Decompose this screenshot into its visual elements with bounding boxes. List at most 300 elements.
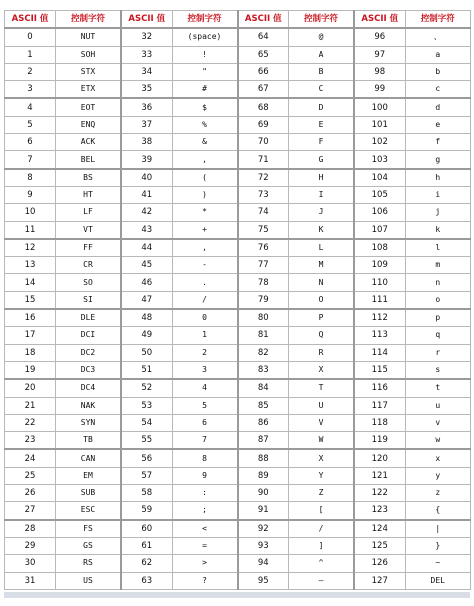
control-char-cell: Z: [289, 485, 355, 502]
ascii-value-cell: 104: [354, 169, 405, 187]
ascii-value-cell: 21: [5, 397, 56, 414]
ascii-value-cell: 69: [238, 116, 289, 133]
control-char-cell: X: [289, 361, 355, 379]
ascii-value-cell: 14: [5, 274, 56, 291]
ascii-value-cell: 122: [354, 485, 405, 502]
ascii-value-cell: 15: [5, 291, 56, 309]
ascii-value-cell: 46: [121, 274, 172, 291]
ascii-value-cell: 53: [121, 397, 172, 414]
header-control-char: 控制字符: [56, 11, 122, 29]
control-char-cell: US: [56, 572, 122, 589]
ascii-value-cell: 118: [354, 414, 405, 431]
ascii-value-cell: 74: [238, 204, 289, 221]
control-char-cell: L: [289, 239, 355, 257]
ascii-value-cell: 117: [354, 397, 405, 414]
header-ascii-value: ASCII 值: [354, 11, 405, 29]
header-ascii-value: ASCII 值: [238, 11, 289, 29]
ascii-value-cell: 37: [121, 116, 172, 133]
ascii-value-cell: 2: [5, 63, 56, 80]
control-char-cell: ;: [172, 502, 238, 520]
ascii-value-cell: 52: [121, 379, 172, 397]
ascii-value-cell: 64: [238, 28, 289, 46]
ascii-value-cell: 95: [238, 572, 289, 589]
ascii-value-cell: 54: [121, 414, 172, 431]
ascii-value-cell: 47: [121, 291, 172, 309]
control-char-cell: l: [405, 239, 471, 257]
control-char-cell: 2: [172, 344, 238, 361]
ascii-value-cell: 87: [238, 432, 289, 450]
control-char-cell: z: [405, 485, 471, 502]
table-row: [5, 414, 471, 431]
ascii-value-cell: 88: [238, 449, 289, 467]
ascii-value-cell: 3: [5, 81, 56, 99]
ascii-value-cell: 16: [5, 309, 56, 327]
control-char-cell: ^: [289, 555, 355, 572]
table-row: [5, 502, 471, 520]
control-char-cell: W: [289, 432, 355, 450]
control-char-cell: Q: [289, 327, 355, 344]
ascii-value-cell: 115: [354, 361, 405, 379]
control-char-cell: HT: [56, 186, 122, 203]
ascii-value-cell: 93: [238, 537, 289, 554]
ascii-value-cell: 124: [354, 520, 405, 538]
control-char-cell: SOH: [56, 46, 122, 63]
control-char-cell: 4: [172, 379, 238, 397]
ascii-value-cell: 48: [121, 309, 172, 327]
ascii-value-cell: 10: [5, 204, 56, 221]
control-char-cell: x: [405, 449, 471, 467]
ascii-value-cell: 22: [5, 414, 56, 431]
table-row: [5, 449, 471, 467]
control-char-cell: +: [172, 221, 238, 239]
ascii-value-cell: 119: [354, 432, 405, 450]
control-char-cell: (: [172, 169, 238, 187]
table-row: [5, 46, 471, 63]
ascii-value-cell: 101: [354, 116, 405, 133]
ascii-value-cell: 30: [5, 555, 56, 572]
control-char-cell: p: [405, 309, 471, 327]
ascii-value-cell: 35: [121, 81, 172, 99]
ascii-value-cell: 103: [354, 151, 405, 169]
ascii-value-cell: 68: [238, 98, 289, 116]
ascii-value-cell: 55: [121, 432, 172, 450]
table-row: [5, 239, 471, 257]
table-row: [5, 186, 471, 203]
control-char-cell: ": [172, 63, 238, 80]
ascii-value-cell: 110: [354, 274, 405, 291]
ascii-value-cell: 67: [238, 81, 289, 99]
ascii-value-cell: 114: [354, 344, 405, 361]
control-char-cell: C: [289, 81, 355, 99]
ascii-value-cell: 28: [5, 520, 56, 538]
control-char-cell: s: [405, 361, 471, 379]
control-char-cell: 、: [405, 28, 471, 46]
ascii-value-cell: 31: [5, 572, 56, 589]
ascii-value-cell: 112: [354, 309, 405, 327]
control-char-cell: RS: [56, 555, 122, 572]
control-char-cell: —: [289, 572, 355, 589]
control-char-cell: ACK: [56, 134, 122, 151]
table-row: [5, 361, 471, 379]
ascii-table: [4, 10, 471, 590]
control-char-cell: DC3: [56, 361, 122, 379]
ascii-value-cell: 51: [121, 361, 172, 379]
control-char-cell: m: [405, 257, 471, 274]
ascii-value-cell: 78: [238, 274, 289, 291]
ascii-value-cell: 98: [354, 63, 405, 80]
ascii-value-cell: 127: [354, 572, 405, 589]
ascii-value-cell: 121: [354, 467, 405, 484]
control-char-cell: T: [289, 379, 355, 397]
control-char-cell: G: [289, 151, 355, 169]
control-char-cell: q: [405, 327, 471, 344]
control-char-cell: DEL: [405, 572, 471, 589]
control-char-cell: $: [172, 98, 238, 116]
control-char-cell: ESC: [56, 502, 122, 520]
ascii-value-cell: 71: [238, 151, 289, 169]
control-char-cell: I: [289, 186, 355, 203]
control-char-cell: j: [405, 204, 471, 221]
control-char-cell: [: [289, 502, 355, 520]
control-char-cell: ETX: [56, 81, 122, 99]
ascii-value-cell: 32: [121, 28, 172, 46]
ascii-value-cell: 45: [121, 257, 172, 274]
ascii-value-cell: 50: [121, 344, 172, 361]
ascii-value-cell: 120: [354, 449, 405, 467]
ascii-value-cell: 12: [5, 239, 56, 257]
control-char-cell: !: [172, 46, 238, 63]
header-control-char: 控制字符: [289, 11, 355, 29]
table-row: [5, 28, 471, 46]
control-char-cell: ): [172, 186, 238, 203]
ascii-value-cell: 7: [5, 151, 56, 169]
table-row: [5, 116, 471, 133]
table-row: [5, 572, 471, 589]
control-char-cell: /: [172, 291, 238, 309]
ascii-table-container: [4, 10, 470, 590]
ascii-value-cell: 105: [354, 186, 405, 203]
ascii-value-cell: 106: [354, 204, 405, 221]
ascii-value-cell: 125: [354, 537, 405, 554]
ascii-value-cell: 72: [238, 169, 289, 187]
control-char-cell: ~: [405, 555, 471, 572]
control-char-cell: R: [289, 344, 355, 361]
control-char-cell: B: [289, 63, 355, 80]
ascii-value-cell: 90: [238, 485, 289, 502]
header-row: [5, 11, 471, 29]
ascii-value-cell: 26: [5, 485, 56, 502]
control-char-cell: ,: [172, 239, 238, 257]
ascii-value-cell: 59: [121, 502, 172, 520]
ascii-value-cell: 82: [238, 344, 289, 361]
control-char-cell: DLE: [56, 309, 122, 327]
ascii-value-cell: 8: [5, 169, 56, 187]
ascii-value-cell: 57: [121, 467, 172, 484]
table-row: [5, 98, 471, 116]
ascii-value-cell: 75: [238, 221, 289, 239]
ascii-value-cell: 43: [121, 221, 172, 239]
control-char-cell: J: [289, 204, 355, 221]
control-char-cell: D: [289, 98, 355, 116]
control-char-cell: NUT: [56, 28, 122, 46]
table-row: [5, 221, 471, 239]
control-char-cell: =: [172, 537, 238, 554]
ascii-value-cell: 89: [238, 467, 289, 484]
table-row: [5, 151, 471, 169]
control-char-cell: b: [405, 63, 471, 80]
control-char-cell: %: [172, 116, 238, 133]
ascii-value-cell: 73: [238, 186, 289, 203]
control-char-cell: ENQ: [56, 116, 122, 133]
ascii-value-cell: 70: [238, 134, 289, 151]
control-char-cell: 6: [172, 414, 238, 431]
ascii-value-cell: 0: [5, 28, 56, 46]
control-char-cell: TB: [56, 432, 122, 450]
control-char-cell: 0: [172, 309, 238, 327]
control-char-cell: SI: [56, 291, 122, 309]
control-char-cell: FS: [56, 520, 122, 538]
control-char-cell: /: [289, 520, 355, 538]
ascii-value-cell: 9: [5, 186, 56, 203]
control-char-cell: X: [289, 449, 355, 467]
control-char-cell: E: [289, 116, 355, 133]
ascii-value-cell: 65: [238, 46, 289, 63]
ascii-value-cell: 23: [5, 432, 56, 450]
control-char-cell: BS: [56, 169, 122, 187]
ascii-value-cell: 83: [238, 361, 289, 379]
ascii-value-cell: 5: [5, 116, 56, 133]
control-char-cell: H: [289, 169, 355, 187]
table-row: [5, 169, 471, 187]
table-row: [5, 81, 471, 99]
ascii-value-cell: 13: [5, 257, 56, 274]
control-char-cell: <: [172, 520, 238, 538]
table-row: [5, 537, 471, 554]
control-char-cell: k: [405, 221, 471, 239]
control-char-cell: i: [405, 186, 471, 203]
ascii-value-cell: 61: [121, 537, 172, 554]
header-ascii-value: ASCII 值: [5, 11, 56, 29]
ascii-value-cell: 29: [5, 537, 56, 554]
ascii-value-cell: 17: [5, 327, 56, 344]
control-char-cell: ?: [172, 572, 238, 589]
ascii-value-cell: 38: [121, 134, 172, 151]
header-ascii-value: ASCII 值: [121, 11, 172, 29]
control-char-cell: STX: [56, 63, 122, 80]
control-char-cell: SUB: [56, 485, 122, 502]
control-char-cell: BEL: [56, 151, 122, 169]
control-char-cell: M: [289, 257, 355, 274]
control-char-cell: v: [405, 414, 471, 431]
control-char-cell: EOT: [56, 98, 122, 116]
control-char-cell: *: [172, 204, 238, 221]
control-char-cell: DC2: [56, 344, 122, 361]
control-char-cell: >: [172, 555, 238, 572]
table-row: [5, 485, 471, 502]
control-char-cell: CAN: [56, 449, 122, 467]
control-char-cell: SYN: [56, 414, 122, 431]
control-char-cell: 8: [172, 449, 238, 467]
control-char-cell: t: [405, 379, 471, 397]
ascii-value-cell: 80: [238, 309, 289, 327]
header-control-char: 控制字符: [172, 11, 238, 29]
control-char-cell: 3: [172, 361, 238, 379]
ascii-value-cell: 111: [354, 291, 405, 309]
control-char-cell: y: [405, 467, 471, 484]
control-char-cell: 1: [172, 327, 238, 344]
control-char-cell: :: [172, 485, 238, 502]
ascii-value-cell: 116: [354, 379, 405, 397]
ascii-value-cell: 33: [121, 46, 172, 63]
ascii-value-cell: 102: [354, 134, 405, 151]
control-char-cell: f: [405, 134, 471, 151]
ascii-value-cell: 66: [238, 63, 289, 80]
table-row: [5, 379, 471, 397]
control-char-cell: .: [172, 274, 238, 291]
control-char-cell: n: [405, 274, 471, 291]
control-char-cell: SO: [56, 274, 122, 291]
ascii-value-cell: 1: [5, 46, 56, 63]
control-char-cell: @: [289, 28, 355, 46]
control-char-cell: GS: [56, 537, 122, 554]
control-char-cell: VT: [56, 221, 122, 239]
ascii-value-cell: 92: [238, 520, 289, 538]
control-char-cell: NAK: [56, 397, 122, 414]
table-row: [5, 520, 471, 538]
ascii-value-cell: 44: [121, 239, 172, 257]
control-char-cell: }: [405, 537, 471, 554]
control-char-cell: U: [289, 397, 355, 414]
ascii-value-cell: 36: [121, 98, 172, 116]
ascii-value-cell: 107: [354, 221, 405, 239]
control-char-cell: 5: [172, 397, 238, 414]
control-char-cell: DC4: [56, 379, 122, 397]
control-char-cell: (space): [172, 28, 238, 46]
ascii-value-cell: 24: [5, 449, 56, 467]
control-char-cell: N: [289, 274, 355, 291]
control-char-cell: o: [405, 291, 471, 309]
ascii-value-cell: 81: [238, 327, 289, 344]
ascii-value-cell: 109: [354, 257, 405, 274]
ascii-value-cell: 6: [5, 134, 56, 151]
control-char-cell: FF: [56, 239, 122, 257]
control-char-cell: &: [172, 134, 238, 151]
bottom-bar: [4, 592, 470, 598]
control-char-cell: #: [172, 81, 238, 99]
ascii-value-cell: 62: [121, 555, 172, 572]
table-row: [5, 274, 471, 291]
ascii-value-cell: 18: [5, 344, 56, 361]
ascii-value-cell: 49: [121, 327, 172, 344]
ascii-value-cell: 76: [238, 239, 289, 257]
ascii-value-cell: 113: [354, 327, 405, 344]
header-control-char: 控制字符: [405, 11, 471, 29]
ascii-value-cell: 25: [5, 467, 56, 484]
ascii-value-cell: 91: [238, 502, 289, 520]
ascii-value-cell: 39: [121, 151, 172, 169]
control-char-cell: V: [289, 414, 355, 431]
control-char-cell: EM: [56, 467, 122, 484]
ascii-value-cell: 42: [121, 204, 172, 221]
control-char-cell: d: [405, 98, 471, 116]
ascii-value-cell: 99: [354, 81, 405, 99]
table-row: [5, 309, 471, 327]
control-char-cell: A: [289, 46, 355, 63]
control-char-cell: ,: [172, 151, 238, 169]
control-char-cell: K: [289, 221, 355, 239]
table-row: [5, 134, 471, 151]
control-char-cell: e: [405, 116, 471, 133]
control-char-cell: LF: [56, 204, 122, 221]
ascii-value-cell: 100: [354, 98, 405, 116]
control-char-cell: ]: [289, 537, 355, 554]
control-char-cell: g: [405, 151, 471, 169]
table-body: [5, 28, 471, 589]
ascii-value-cell: 77: [238, 257, 289, 274]
table-row: [5, 467, 471, 484]
ascii-value-cell: 27: [5, 502, 56, 520]
ascii-value-cell: 96: [354, 28, 405, 46]
table-row: [5, 63, 471, 80]
control-char-cell: |: [405, 520, 471, 538]
control-char-cell: a: [405, 46, 471, 63]
control-char-cell: u: [405, 397, 471, 414]
control-char-cell: -: [172, 257, 238, 274]
ascii-value-cell: 84: [238, 379, 289, 397]
table-row: [5, 397, 471, 414]
control-char-cell: P: [289, 309, 355, 327]
ascii-value-cell: 97: [354, 46, 405, 63]
ascii-value-cell: 19: [5, 361, 56, 379]
ascii-value-cell: 123: [354, 502, 405, 520]
control-char-cell: DCI: [56, 327, 122, 344]
ascii-value-cell: 94: [238, 555, 289, 572]
control-char-cell: w: [405, 432, 471, 450]
ascii-value-cell: 40: [121, 169, 172, 187]
control-char-cell: O: [289, 291, 355, 309]
ascii-value-cell: 34: [121, 63, 172, 80]
ascii-value-cell: 108: [354, 239, 405, 257]
table-row: [5, 327, 471, 344]
control-char-cell: {: [405, 502, 471, 520]
ascii-value-cell: 4: [5, 98, 56, 116]
table-row: [5, 257, 471, 274]
table-row: [5, 432, 471, 450]
table-row: [5, 291, 471, 309]
ascii-value-cell: 56: [121, 449, 172, 467]
ascii-value-cell: 86: [238, 414, 289, 431]
control-char-cell: r: [405, 344, 471, 361]
control-char-cell: h: [405, 169, 471, 187]
ascii-value-cell: 63: [121, 572, 172, 589]
ascii-value-cell: 11: [5, 221, 56, 239]
control-char-cell: c: [405, 81, 471, 99]
table-row: [5, 555, 471, 572]
ascii-value-cell: 60: [121, 520, 172, 538]
control-char-cell: Y: [289, 467, 355, 484]
ascii-value-cell: 79: [238, 291, 289, 309]
ascii-value-cell: 85: [238, 397, 289, 414]
table-row: [5, 344, 471, 361]
ascii-value-cell: 126: [354, 555, 405, 572]
ascii-value-cell: 20: [5, 379, 56, 397]
control-char-cell: 9: [172, 467, 238, 484]
table-row: [5, 204, 471, 221]
control-char-cell: 7: [172, 432, 238, 450]
control-char-cell: CR: [56, 257, 122, 274]
ascii-value-cell: 58: [121, 485, 172, 502]
control-char-cell: F: [289, 134, 355, 151]
